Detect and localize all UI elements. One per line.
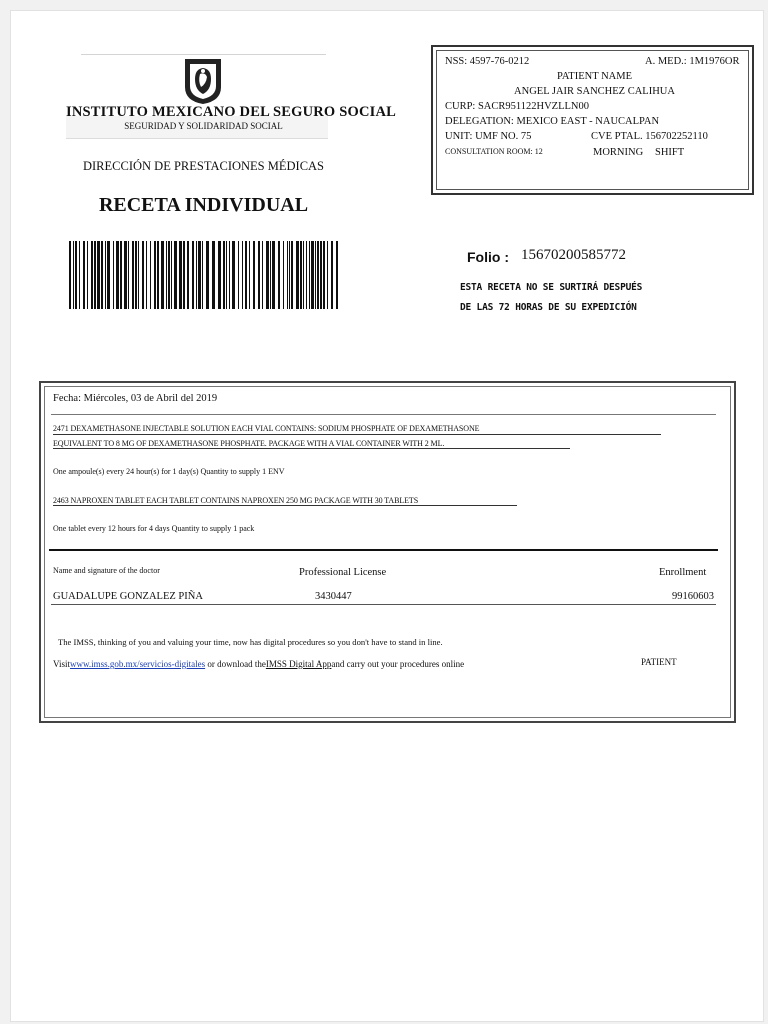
- barcode-bar: [278, 241, 280, 309]
- barcode-bar: [311, 241, 314, 309]
- barcode-bar: [142, 241, 144, 309]
- barcode-bar: [289, 241, 290, 309]
- doctor-underline: [51, 604, 716, 605]
- barcode-bar: [206, 241, 209, 309]
- barcode-bar: [249, 241, 250, 309]
- prescription-box: [39, 381, 736, 723]
- barcode-bar: [161, 241, 164, 309]
- direction-heading: DIRECCIÓN DE PRESTACIONES MÉDICAS: [82, 159, 325, 173]
- medication-1-line-1: 2471 DEXAMETHASONE INJECTABLE SOLUTION EACH VIAL CONTAINS: SODIUM PHOSPHATE OF DEXAMETHASONE: [53, 424, 480, 433]
- barcode-bar: [107, 241, 110, 309]
- cve-ptal-field: CVE PTAL. 156702252110: [591, 131, 708, 142]
- enrollment-number: 99160603: [672, 591, 714, 602]
- barcode-bar: [87, 241, 88, 309]
- visit-suffix: and carry out your procedures online: [331, 659, 465, 669]
- unit-field: UNIT: UMF NO. 75: [445, 131, 532, 142]
- medication-2-line-1: 2463 NAPROXEN TABLET EACH TABLET CONTAINS NAPROXEN 250 MG PACKAGE WITH 30 TABLETS: [53, 496, 419, 505]
- barcode-bar: [146, 241, 147, 309]
- barcode-bar: [303, 241, 304, 309]
- barcode-bar: [135, 241, 137, 309]
- copy-label: PATIENT: [641, 657, 677, 667]
- barcode-bar: [105, 241, 106, 309]
- barcode-bar: [218, 241, 221, 309]
- barcode-bar: [331, 241, 333, 309]
- date-divider: [51, 414, 716, 415]
- medication-1-underline-1: [53, 434, 661, 435]
- notice-line-2: DE LAS 72 HORAS DE SU EXPEDICIÓN: [460, 302, 637, 313]
- medication-2-dosage: One tablet every 12 hours for 4 days Quantity to supply 1 pack: [53, 524, 255, 533]
- barcode-bar: [196, 241, 197, 309]
- nss-field: NSS: 4597-76-0212: [445, 56, 530, 67]
- doctor-name: GUADALUPE GONZALEZ PIÑA: [53, 591, 203, 602]
- imss-eagle-logo: [181, 57, 225, 105]
- prescription-date: Fecha: Miércoles, 03 de Abril del 2019: [53, 393, 218, 404]
- barcode-bar: [317, 241, 319, 309]
- barcode-bar: [223, 241, 225, 309]
- or-download-text: or download the: [205, 659, 266, 669]
- a-med-field: A. MED.: 1M1976OR: [645, 56, 740, 67]
- barcode-bar: [198, 241, 201, 309]
- barcode-bar: [101, 241, 103, 309]
- barcode-bar: [272, 241, 275, 309]
- barcode-bar: [258, 241, 260, 309]
- barcode-bar: [94, 241, 96, 309]
- medication-1-underline-2: [53, 448, 570, 449]
- folio-number: 15670200585772: [521, 247, 626, 263]
- barcode-bar: [132, 241, 134, 309]
- barcode-bar: [192, 241, 194, 309]
- barcode-bar: [336, 241, 338, 309]
- document-title: RECETA INDIVIDUAL: [98, 194, 309, 216]
- license-label: Professional License: [299, 567, 387, 578]
- barcode-bar: [168, 241, 170, 309]
- barcode-bar: [232, 241, 235, 309]
- barcode-bar: [323, 241, 325, 309]
- barcode-bar: [266, 241, 269, 309]
- shift-morning: MORNING: [593, 147, 644, 158]
- barcode-bar: [253, 241, 255, 309]
- barcode-bar: [128, 241, 129, 309]
- barcode-bar: [315, 241, 316, 309]
- barcode-bar: [309, 241, 310, 309]
- barcode-bar: [287, 241, 288, 309]
- barcode-bar: [327, 241, 328, 309]
- barcode-bar: [157, 241, 159, 309]
- doctor-name-label: Name and signature of the doctor: [53, 566, 160, 575]
- barcode-bar: [212, 241, 215, 309]
- barcode-bar: [229, 241, 230, 309]
- curp-field: CURP: SACR951122HVZLLN00: [445, 101, 590, 112]
- barcode-bar: [154, 241, 156, 309]
- notice-line-1: ESTA RECETA NO SE SURTIRÁ DESPUÉS: [460, 282, 643, 293]
- barcode-bar: [245, 241, 247, 309]
- institute-motto: SEGURIDAD Y SOLIDARIDAD SOCIAL: [124, 121, 283, 131]
- barcode-bar: [113, 241, 114, 309]
- barcode-bar: [226, 241, 227, 309]
- doctor-section-divider: [49, 549, 718, 551]
- barcode-bar: [120, 241, 122, 309]
- barcode-bar: [75, 241, 77, 309]
- barcode-bar: [171, 241, 172, 309]
- barcode-bar: [166, 241, 167, 309]
- barcode-bar: [320, 241, 322, 309]
- barcode: [69, 241, 339, 309]
- barcode-bar: [83, 241, 85, 309]
- patient-name: ANGEL JAIR SANCHEZ CALIHUA: [514, 86, 675, 97]
- barcode-bar: [238, 241, 239, 309]
- patient-info-box: [431, 45, 754, 195]
- logo-bottom-rule: [66, 138, 328, 139]
- barcode-bar: [283, 241, 284, 309]
- barcode-bar: [69, 241, 71, 309]
- barcode-bar: [174, 241, 177, 309]
- medication-1-dosage: One ampoule(s) every 24 hour(s) for 1 day(s) Quantity to supply 1 ENV: [53, 467, 285, 476]
- barcode-bar: [91, 241, 93, 309]
- barcode-bar: [179, 241, 182, 309]
- barcode-bar: [73, 241, 74, 309]
- license-number: 3430447: [315, 591, 352, 602]
- patient-name-label: PATIENT NAME: [557, 71, 632, 82]
- barcode-bar: [242, 241, 243, 309]
- barcode-bar: [150, 241, 151, 309]
- medication-1-line-2: EQUIVALENT TO 8 MG OF DEXAMETHASONE PHOSPHATE. PACKAGE WITH A VIAL CONTAINER WITH 2 ML.: [53, 439, 445, 448]
- barcode-bar: [183, 241, 185, 309]
- folio-label: Folio :: [467, 249, 509, 265]
- institute-name: INSTITUTO MEXICANO DEL SEGURO SOCIAL: [66, 104, 397, 120]
- footer-visit-line: [53, 659, 464, 669]
- barcode-bar: [124, 241, 127, 309]
- barcode-bar: [300, 241, 302, 309]
- logo-top-rule: [81, 54, 326, 55]
- barcode-bar: [291, 241, 293, 309]
- barcode-bar: [116, 241, 119, 309]
- footer-message: The IMSS, thinking of you and valuing your time, now has digital procedures so you don't have to stand in line.: [58, 637, 443, 647]
- barcode-bar: [187, 241, 189, 309]
- barcode-bar: [296, 241, 299, 309]
- digital-services-link[interactable]: www.imss.gob.mx/servicios-digitales: [69, 659, 206, 669]
- imss-digital-app-link[interactable]: IMSS Digital App: [265, 659, 332, 669]
- barcode-bar: [138, 241, 139, 309]
- visit-prefix: Visit: [53, 659, 70, 669]
- barcode-bar: [202, 241, 203, 309]
- enrollment-label: Enrollment: [659, 567, 707, 578]
- medication-2-underline: [53, 505, 517, 506]
- delegation-field: DELEGATION: MEXICO EAST - NAUCALPAN: [445, 116, 660, 127]
- barcode-bar: [79, 241, 80, 309]
- barcode-bar: [262, 241, 263, 309]
- barcode-bar: [306, 241, 307, 309]
- consultation-room: CONSULTATION ROOM: 12: [445, 147, 543, 156]
- barcode-bar: [97, 241, 100, 309]
- barcode-bar: [270, 241, 271, 309]
- shift-label: SHIFT: [655, 147, 685, 158]
- prescription-page: [10, 10, 764, 1022]
